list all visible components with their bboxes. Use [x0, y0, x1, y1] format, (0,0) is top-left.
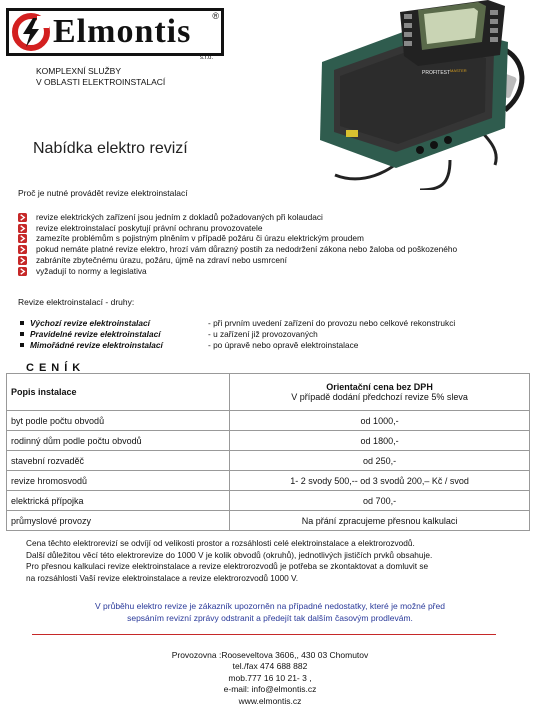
table-row: [7, 511, 530, 531]
table-row: [7, 431, 530, 451]
pricing-title: CENÍK: [26, 362, 86, 374]
header-price-discount: V případě dodání předchozí revize 5% sleva: [291, 392, 468, 402]
list-item-text: pokud nemáte platné revize elektro, hrozí vám důrazný postih za nedodržení zákona nebo žaloba od poškozeného: [36, 244, 458, 255]
tagline-line: V OBLASTI ELEKTROINSTALACÍ: [36, 77, 166, 87]
table-cell: elektrická přípojka: [7, 491, 230, 511]
brand-name: Elmontis: [53, 13, 192, 50]
note-line: Pro přesnou kalkulaci revize elektroinstalace a revize elektrorozvodů je potřeba se zkontaktovat a domluvit se: [26, 561, 429, 572]
contact-email[interactable]: e-mail: info@elmontis.cz: [223, 684, 317, 695]
header-cell: Popis instalace: [7, 374, 230, 411]
red-bullet-icon: [18, 267, 27, 276]
list-item: [18, 244, 540, 255]
list-item-text: vyžadují to normy a legislativa: [36, 265, 147, 276]
table-cell: Na přání zpracujeme přesnou kalkulaci: [230, 511, 530, 531]
table-cell: 1- 2 svody 500,-- od 3 svodů 200,– Kč / svod: [230, 471, 530, 491]
list-item: [18, 266, 540, 277]
red-bullet-icon: [18, 234, 27, 243]
red-bullet-icon: [18, 245, 27, 254]
contact-mobile: mob.777 16 10 21- 3 ,: [228, 672, 312, 683]
list-item: [18, 212, 540, 223]
table-header-row: [7, 374, 530, 411]
table-cell: rodinný dům podle počtu obvodů: [7, 431, 230, 451]
type-name: Pravidelné revize elektroinstalací: [30, 329, 161, 339]
list-item: [18, 223, 540, 234]
square-bullet-icon: [20, 343, 24, 347]
notice-line: sepsáním revizní zprávy odstranit a předejít tak dalším časovým prodlevám.: [127, 612, 413, 623]
contact-block: [120, 650, 420, 707]
device-brand: PROFITEST: [422, 70, 451, 76]
type-desc: - u zařízení již provozovaných: [208, 329, 318, 339]
note-line: Další důležitou věcí této elektrorevize do 1000 V je kolik obvodů (okruhů), jednotlivých jističích prvků obsahuje.: [26, 549, 433, 560]
list-item-text: zamezíte problémům s pojistným plněním v případě požáru či úrazu elektrickým proudem: [36, 233, 364, 244]
type-row: [18, 329, 540, 340]
table-row: [7, 491, 530, 511]
note-line: na rozsáhlosti Vaší revize elektroinstalace a revize elektrorozvodů 1000 V.: [26, 572, 299, 583]
type-name: Výchozí revize elektroinstalací: [30, 318, 150, 328]
table-cell: stavební rozvaděč: [7, 451, 230, 471]
type-row: [18, 318, 540, 329]
table-cell: revize hromosvodů: [7, 471, 230, 491]
header-cell: [230, 374, 530, 411]
square-bullet-icon: [20, 332, 24, 336]
type-row: [18, 340, 540, 351]
red-bullet-icon: [18, 256, 27, 265]
contact-phone: tel./fax 474 688 882: [232, 661, 308, 672]
square-bullet-icon: [20, 321, 24, 325]
types-title: Revize elektroinstalací - druhy:: [18, 297, 135, 307]
table-row: [7, 451, 530, 471]
type-desc: - při prvním uvedení zařízení do provozu nebo celkové rekonstrukci: [208, 318, 456, 328]
table-row: [7, 471, 530, 491]
page-title: Nabídka elektro revizí: [33, 140, 188, 157]
pricing-table: [6, 373, 530, 531]
red-bullet-icon: [18, 224, 27, 233]
note-line: Cena těchto elektrorevizí se odvíjí od velikosti prostor a rozsáhlosti celé elektroinstalace a elektrorozvodů.: [26, 538, 415, 548]
list-item-text: revize elektrických zařízení jsou jedním z dokladů požadovaných při kolaudaci: [36, 212, 323, 222]
table-cell: od 250,-: [230, 451, 530, 471]
insulation-tester-device-image: [300, 0, 540, 190]
table-cell: průmyslové provozy: [7, 511, 230, 531]
list-item-text: zabráníte zbytečnému úrazu, požáru, újmě na zdraví nebo usmrcení: [36, 254, 287, 265]
tagline-line: KOMPLEXNÍ SLUŽBY: [36, 66, 122, 76]
why-list: [18, 212, 540, 276]
types-list: [18, 318, 540, 351]
contact-website[interactable]: www.elmontis.cz: [238, 695, 302, 706]
red-bullet-icon: [18, 213, 27, 222]
table-cell: od 1800,-: [230, 431, 530, 451]
table-cell: byt podle počtu obvodů: [7, 411, 230, 431]
type-desc: - po úpravě nebo opravě elektroinstalace: [208, 340, 359, 350]
list-item: [18, 255, 540, 266]
table-cell: od 700,-: [230, 491, 530, 511]
list-item-text: revize elektroinstalací poskytují právní ochranu provozovatele: [36, 222, 263, 233]
table-row: [7, 411, 530, 431]
device-model: MASTER: [450, 68, 467, 73]
lightning-g-icon: [11, 12, 51, 52]
customer-notice: [30, 601, 510, 624]
header-price-title: Orientační cena bez DPH: [326, 382, 433, 392]
company-logo: [6, 8, 224, 56]
pricing-note: [26, 538, 432, 584]
type-name: Mimořádné revize elektroinstalací: [30, 340, 163, 350]
tagline: [36, 66, 165, 88]
brand-suffix: s.r.o.: [200, 55, 214, 61]
table-cell: od 1000,-: [230, 411, 530, 431]
list-item: [18, 233, 540, 244]
notice-line: V průběhu elektro revize je zákazník upozorněn na případné nedostatky, které je možné před: [95, 601, 445, 611]
why-title: Proč je nutné provádět revize elektroinstalací: [18, 188, 188, 198]
divider: [32, 634, 496, 635]
registered-mark: ®: [212, 11, 219, 21]
contact-address: Provozovna :Rooseveltova 3606,, 430 03 Chomutov: [171, 650, 369, 660]
